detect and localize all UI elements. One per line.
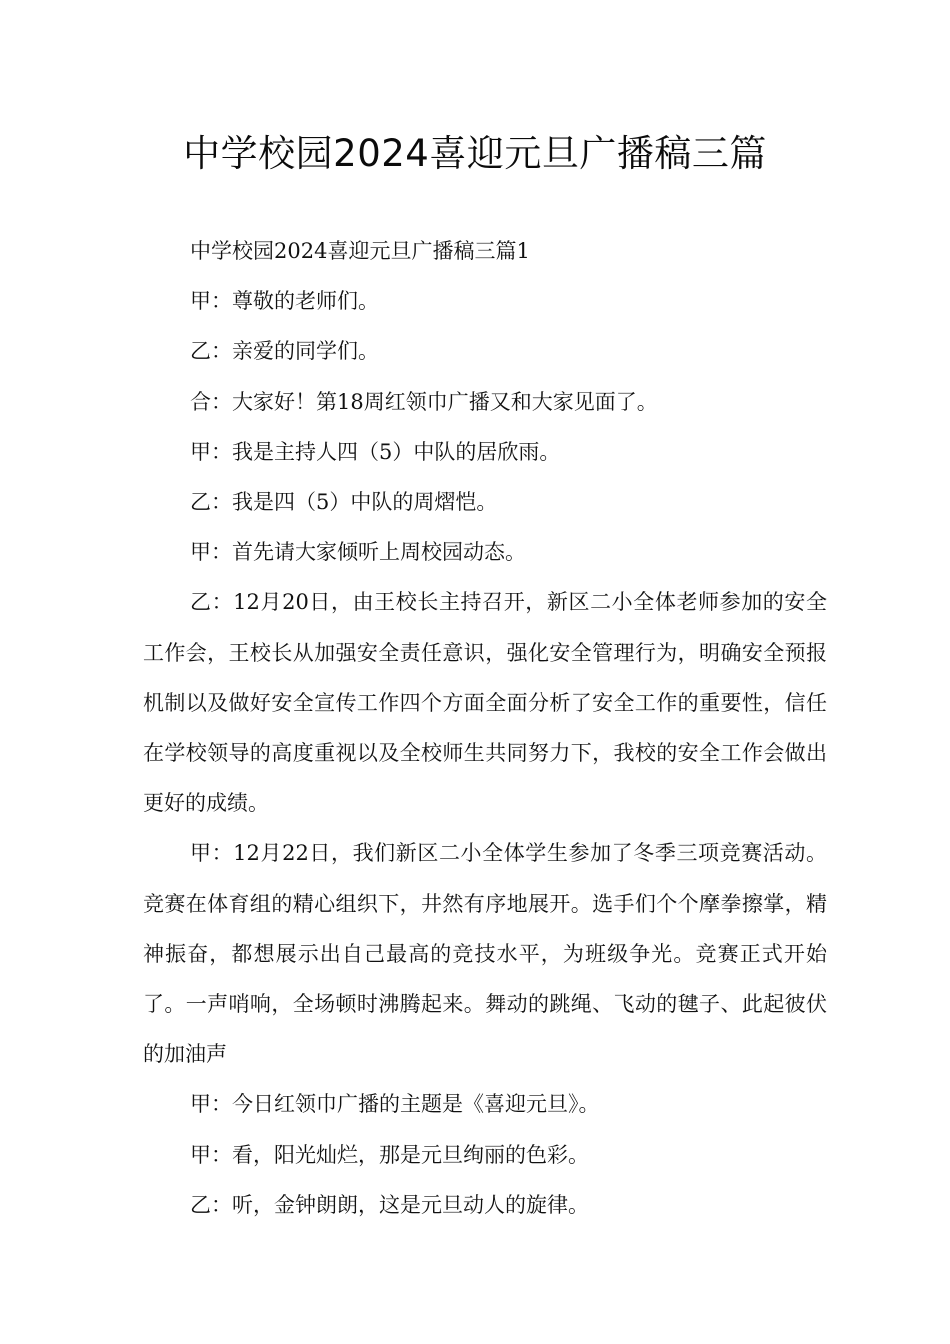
paragraph: 甲：首先请大家倾听上周校园动态。 bbox=[190, 540, 526, 565]
paragraph: 乙：12月20日，由王校长主持召开，新区二小全体老师参加的安全工作会，王校长从加强安全责任意识，强化安全管理行为，明确安全预报机制以及做好安全宣传工作四个方面全面分析了安全工作的重要性，信任在学校领导的高度重视以及全校师生共同努力下，我校的安全工作会做出更好的成绩。 bbox=[143, 590, 827, 816]
document-body bbox=[143, 226, 827, 1230]
paragraph: 合：大家好！第18周红领巾广播又和大家见面了。 bbox=[190, 389, 658, 414]
paragraph: 甲：今日红领巾广播的主题是《喜迎元旦》。 bbox=[190, 1092, 600, 1117]
paragraph: 甲：尊敬的老师们。 bbox=[190, 289, 379, 314]
paragraph: 中学校园2024喜迎元旦广播稿三篇1 bbox=[190, 239, 530, 263]
paragraph: 甲：我是主持人四（5）中队的居欣雨。 bbox=[190, 439, 561, 464]
paragraph: 甲：看，阳光灿烂，那是元旦绚丽的色彩。 bbox=[190, 1142, 589, 1167]
document-title: 中学校园2024喜迎元旦广播稿三篇 bbox=[183, 132, 767, 175]
paragraph: 乙：我是四（5）中队的周熠恺。 bbox=[190, 490, 498, 515]
paragraph: 乙：亲爱的同学们。 bbox=[190, 339, 379, 364]
paragraph: 乙：听，金钟朗朗，这是元旦动人的旋律。 bbox=[190, 1192, 589, 1217]
paragraph: 甲：12月22日，我们新区二小全体学生参加了冬季三项竞赛活动。竞赛在体育组的精心组织下，井然有序地展开。选手们个个摩拳擦掌，精神振奋，都想展示出自己最高的竞技水平，为班级争光。竞赛正式开始了。一声哨响，全场顿时沸腾起来。舞动的跳绳、飞动的毽子、此起彼伏的加油声 bbox=[143, 841, 827, 1067]
